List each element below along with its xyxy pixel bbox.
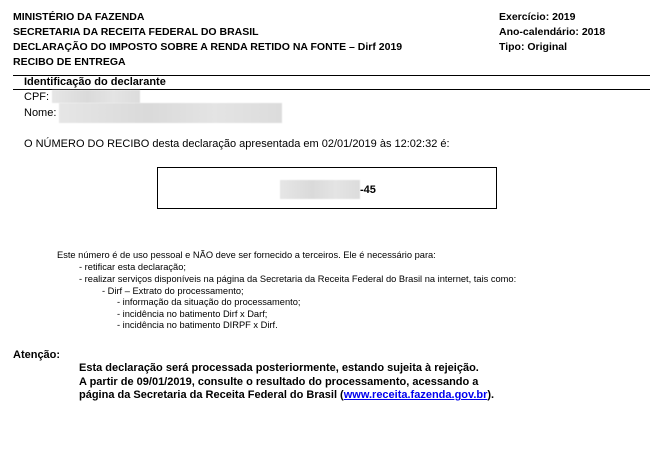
secretariat-name: SECRETARIA DA RECEITA FEDERAL DO BRASIL (13, 26, 259, 38)
attention-body (79, 362, 494, 403)
document-type: RECIBO DE ENTREGA (13, 56, 126, 68)
attention-line-1: Esta declaração será processada posteriormente, estando sujeita à rejeição. (79, 362, 479, 374)
receipt-number-redacted (280, 180, 360, 199)
exercise-year: Exercício: 2019 (499, 11, 576, 23)
declaration-kind: Tipo: Original (499, 41, 568, 53)
receipt-number-box (157, 167, 497, 209)
cpf-row (24, 90, 140, 103)
ministry-name: MINISTÉRIO DA FAZENDA (13, 11, 145, 23)
header-left (13, 10, 402, 70)
usage-sub-sub-item-status: - informação da situação do processamento; (117, 297, 301, 307)
receipt-number (280, 180, 376, 199)
attention-line-3-prefix: página da Secretaria da Receita Federal do Brasil ( (79, 389, 344, 402)
calendar-year: Ano-calendário: 2018 (499, 26, 606, 38)
cpf-redacted-value (52, 90, 140, 103)
name-row (24, 103, 282, 123)
usage-item-services: - realizar serviços disponíveis na página da Secretaria da Receita Federal do Brasil na internet, tais como: (79, 274, 517, 284)
section-title-declarant: Identificação do declarante (24, 76, 166, 88)
header-right (499, 10, 605, 55)
attention-line-3 (79, 389, 494, 403)
name-label: Nome: (24, 107, 57, 119)
receipt-number-suffix: -45 (360, 183, 376, 196)
cpf-label: CPF: (24, 90, 50, 103)
usage-sub-item-extract: - Dirf – Extrato do processamento; (102, 286, 244, 296)
attention-label: Atenção: (13, 349, 61, 361)
receipt-statement: O NÚMERO DO RECIBO desta declaração apresentada em 02/01/2019 às 12:02:32 é: (24, 138, 450, 150)
attention-line-3-suffix: ). (487, 389, 495, 402)
usage-sub-sub-item-darf: - incidência no batimento Dirf x Darf; (117, 309, 268, 319)
usage-sub-sub-item-dirpf: - incidência no batimento DIRPF x Dirf. (117, 320, 278, 330)
name-redacted-value (59, 103, 282, 123)
attention-line-2: A partir de 09/01/2019, consulte o resultado do processamento, acessando a (79, 375, 479, 388)
declaration-title: DECLARAÇÃO DO IMPOSTO SOBRE A RENDA RETIDO NA FONTE – Dirf 2019 (13, 41, 403, 53)
usage-item-rectify: - retificar esta declaração; (79, 262, 186, 272)
usage-intro: Este número é de uso pessoal e NÃO deve ser fornecido a terceiros. Ele é necessário para: (57, 250, 436, 260)
receita-website-link[interactable]: www.receita.fazenda.gov.br (343, 389, 488, 402)
